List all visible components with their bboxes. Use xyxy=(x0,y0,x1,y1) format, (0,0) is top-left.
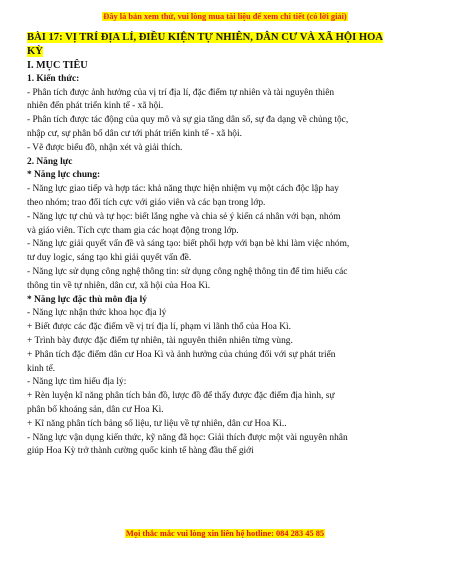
body-line: giúp Hoa Kỳ trở thành cường quốc kinh tế hàng đầu thế giới xyxy=(27,446,254,457)
body-line: nhiên đến phát triển kinh tế - xã hội. xyxy=(27,101,164,112)
body-line: tư duy logic, sáng tạo khi giải quyết vấn đề. xyxy=(27,253,192,264)
lesson-body xyxy=(27,59,425,459)
body-line: thông tin về tự nhiên, dân cư, xã hội của Hoa Kì. xyxy=(27,280,211,291)
lesson-title xyxy=(27,31,427,59)
body-line: phân bố khoáng sản, dân cư Hoa Kì. xyxy=(27,404,164,415)
subsection-heading: * Năng lực chung: xyxy=(27,170,101,181)
body-line: và giáo viên. Tích cực tham gia các hoạt động trong lớp. xyxy=(27,225,239,236)
body-line: - Phân tích được ảnh hưởng của vị trí địa lí, đặc điểm tự nhiên và tài nguyên thiên xyxy=(27,87,335,98)
body-line: - Vẽ được biểu đồ, nhận xét và giải thích. xyxy=(27,142,183,153)
body-line: - Năng lực vận dụng kiến thức, kỹ năng đã học: Giải thích được một vài nguyên nhân xyxy=(27,432,348,443)
body-line: + Biết được các đặc điểm về vị trí địa lí, phạm vi lãnh thổ của Hoa Kì. xyxy=(27,322,291,333)
body-line: - Năng lực giao tiếp và hợp tác: khả năng thực hiện nhiệm vụ một cách độc lập hay xyxy=(27,184,339,195)
hotline-notice-text: Mọi thắc mắc vui lòng xin liên hệ hotline: 084 283 45 85 xyxy=(125,529,325,538)
subsection-heading: 1. Kiến thức: xyxy=(27,73,80,84)
lesson-title-line-1: BÀI 17: VỊ TRÍ ĐỊA LÍ, ĐIỀU KIỆN TỰ NHIÊN, DÂN CƯ VÀ XÃ HỘI HOA xyxy=(27,32,384,43)
body-line: + Rèn luyện kĩ năng phân tích bản đồ, lược đồ để thấy được đặc điểm địa hình, sự xyxy=(27,391,335,402)
body-line: - Năng lực nhận thức khoa học địa lý xyxy=(27,308,167,319)
body-line: - Năng lực sử dụng công nghệ thông tin: sử dụng công nghệ thông tin để tìm hiểu các xyxy=(27,266,348,277)
body-line: + Trình bày được đặc điểm tự nhiên, tài nguyên thiên nhiên từng vùng. xyxy=(27,335,293,346)
body-line: nhập cư, sự phân bố dân cư tới phát triển kinh tế - xã hội. xyxy=(27,128,242,139)
body-line: - Phân tích được tác động của quy mô và sự gia tăng dân số, sự đa dạng về chủng tộc, xyxy=(27,115,349,126)
preview-notice-text: Đây là bản xem thử, vui lòng mua tài liệu để xem chi tiết (có lời giải) xyxy=(103,12,347,21)
section-heading: I. MỤC TIÊU xyxy=(27,60,88,71)
hotline-notice-banner xyxy=(0,529,450,538)
lesson-title-line-2: KỲ xyxy=(27,46,43,57)
body-line: theo nhóm; trao đổi tích cực với giáo viên và các bạn trong lớp. xyxy=(27,197,266,208)
body-line: - Năng lực tự chủ và tự học: biết lắng nghe và chia sẻ ý kiến cá nhân với bạn, nhóm xyxy=(27,211,341,222)
subsection-heading: * Năng lực đặc thù môn địa lý xyxy=(27,294,147,305)
subsection-heading: 2. Năng lực xyxy=(27,156,73,167)
body-line: - Năng lực giải quyết vấn đề và sáng tạo: biết phối hợp với bạn bè khi làm việc nhóm, xyxy=(27,239,350,250)
body-line: + Kĩ năng phân tích bảng số liệu, tư liệu về tự nhiên, dân cư Hoa Kì.. xyxy=(27,418,287,429)
preview-notice-banner xyxy=(0,12,450,21)
body-line: - Năng lực tìm hiểu địa lý: xyxy=(27,377,127,388)
body-line: + Phân tích đặc điểm dân cư Hoa Kì và ảnh hưởng của chúng đối với sự phát triển xyxy=(27,349,336,360)
body-line: kinh tế. xyxy=(27,363,56,374)
